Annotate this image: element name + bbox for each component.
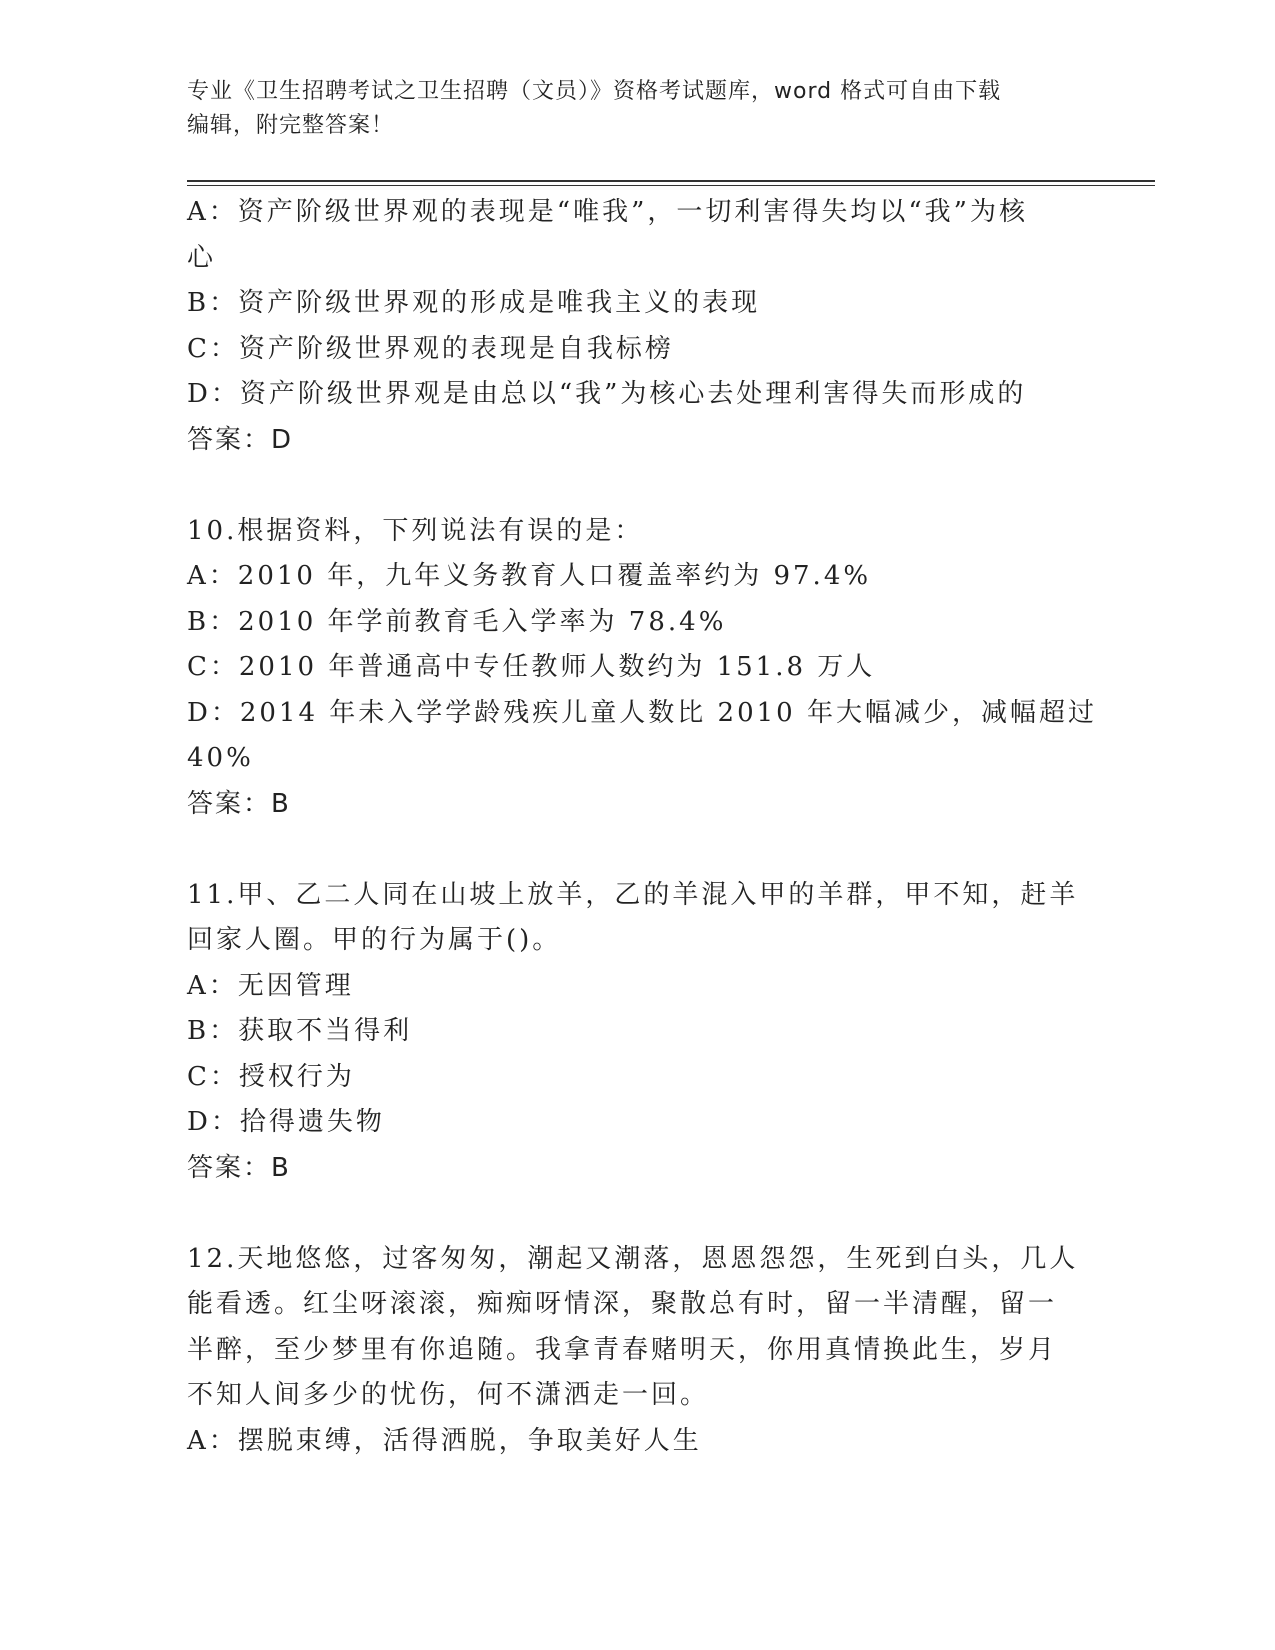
question-list (187, 190, 1097, 1464)
question-12 (187, 1237, 1087, 1465)
question-stem-line-2: 能看透。红尘呀滚滚，痴痴呀情深，聚散总有时，留一半清醒，留一 (187, 1289, 1058, 1319)
question-stem-line-1: 12.天地悠悠，过客匆匆，潮起又潮落，恩恩怨怨，生死到白头，几人 (187, 1243, 1079, 1274)
spacer (187, 827, 1087, 873)
option-b: B：2010 年学前教育毛入学率为 78.4% (187, 606, 727, 637)
option-d: D：资产阶级世界观是由总以“我”为核心去处理利害得失而形成的 (187, 379, 1027, 409)
answer: 答案：B (187, 788, 291, 819)
question-stem-line-1: 11.甲、乙二人同在山坡上放羊，乙的羊混入甲的羊群，甲不知，赶羊 (187, 879, 1079, 910)
spacer (187, 463, 1087, 509)
option-c: C：2010 年普通高中专任教师人数约为 151.8 万人 (187, 652, 876, 682)
question-stem: 10.根据资料，下列说法有误的是： (187, 515, 644, 546)
option-d-line-2: 40% (187, 743, 254, 773)
option-b: B：获取不当得利 (187, 1016, 413, 1046)
option-b: B：资产阶级世界观的形成是唯我主义的表现 (187, 288, 761, 318)
option-c: C：授权行为 (187, 1061, 355, 1092)
option-a: A：2010 年，九年义务教育人口覆盖率约为 97.4% (187, 561, 872, 591)
answer: 答案：D (187, 424, 294, 455)
header-rule-thick (187, 180, 1155, 182)
question-stem-line-4: 不知人间多少的忧伤，何不潇洒走一回。 (187, 1380, 710, 1410)
option-c: C：资产阶级世界观的表现是自我标榜 (187, 333, 674, 364)
option-a-line-1: A：资产阶级世界观的表现是“唯我”，一切利害得失均以“我”为核 (187, 197, 1028, 227)
header-line-2: 编辑，附完整答案！ (187, 113, 395, 138)
header-rule-thin (187, 185, 1155, 186)
option-a: A：摆脱束缚，活得洒脱，争取美好人生 (187, 1425, 702, 1456)
question-9 (187, 190, 1087, 463)
option-d-line-1: D：2014 年未入学学龄残疾儿童人数比 2010 年大幅减少，减幅超过 (187, 697, 1097, 728)
option-a-line-2: 心 (187, 242, 217, 273)
question-stem-line-3: 半醉，至少梦里有你追随。我拿青春赌明天，你用真情换此生，岁月 (187, 1334, 1058, 1365)
option-a: A：无因管理 (187, 970, 354, 1001)
question-10 (187, 509, 1097, 828)
question-11 (187, 873, 1087, 1192)
spacer (187, 1191, 1087, 1237)
answer: 答案：B (187, 1152, 291, 1183)
option-d: D：拾得遗失物 (187, 1107, 385, 1137)
question-stem-line-2: 回家人圈。甲的行为属于()。 (187, 925, 562, 955)
header-line-1: 专业《卫生招聘考试之卫生招聘（文员）》资格考试题库，word 格式可自由下载 (187, 79, 1002, 104)
document-header (187, 75, 1087, 143)
